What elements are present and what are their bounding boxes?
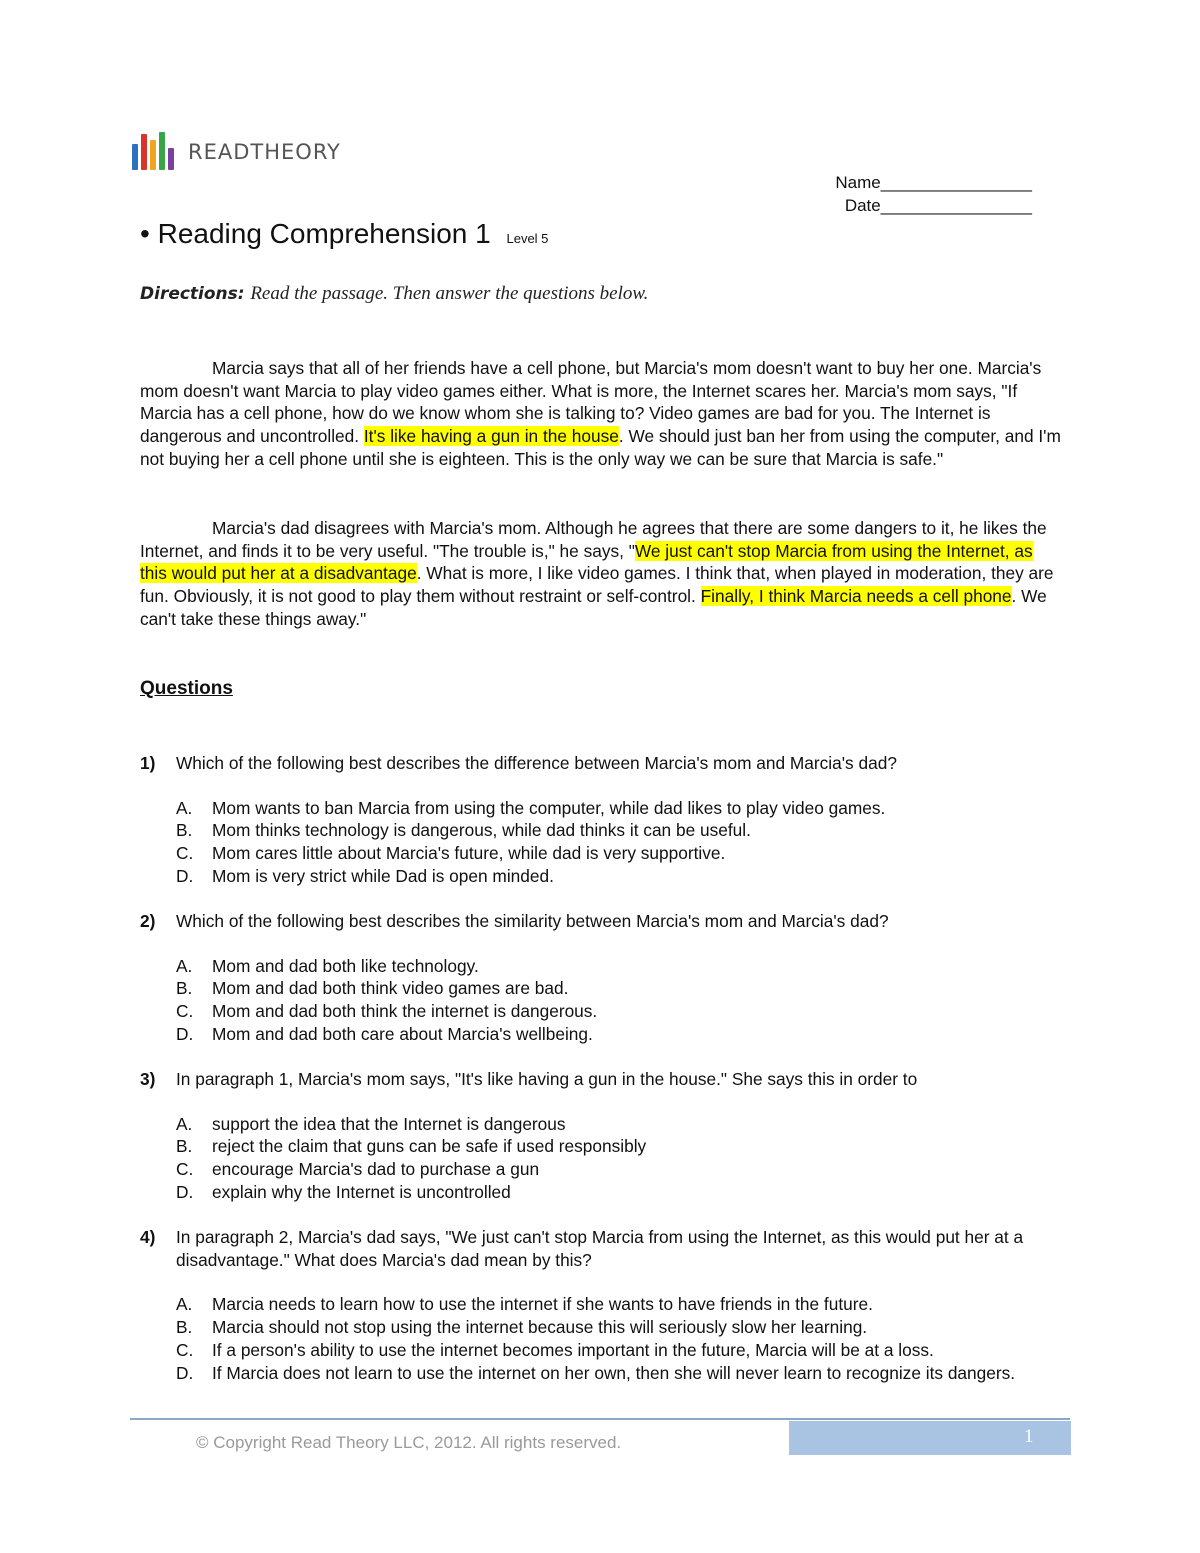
option-text: Mom and dad both think the internet is dangerous. [212,1001,598,1022]
option-text: reject the claim that guns can be safe if used responsibly [212,1136,647,1157]
option-text: explain why the Internet is uncontrolled [212,1181,511,1202]
p1-text-end: . We should just ban her from using the computer, and I'm not buying her a cell phone until she is eighteen. This is the only way we can be sure that Marcia is safe." [140,426,1061,469]
question-text: In paragraph 2, Marcia's dad says, "We just can't stop Marcia from using the Internet, as this would put her at a disadvantage." What does Marcia's dad mean by this? [176,1227,1024,1270]
answer-options [140,797,1062,888]
answer-option [176,819,1062,842]
answer-option [176,865,1062,888]
question-number: 3) [140,1069,156,1089]
date-field-label: Date________________ [844,196,1032,215]
option-letter: D. [176,1023,194,1044]
directions-label: Directions: [140,284,245,304]
directions [140,283,648,305]
option-letter: C. [176,1159,194,1180]
question-stem [140,910,1062,933]
title-bullet: • [140,218,150,249]
answer-option [176,1113,1062,1136]
question-1 [140,752,1062,888]
option-text: Mom and dad both like technology. [212,955,479,976]
answer-option [176,977,1062,1000]
option-letter: B. [176,978,193,999]
readtheory-logo [132,128,341,170]
answer-option [176,1023,1062,1046]
answer-option [176,1339,1062,1362]
option-letter: D. [176,1362,194,1383]
option-text: If Marcia does not learn to use the internet on her own, then she will never learn to recognize its dangers. [212,1362,1016,1383]
logo-bar-blue [132,144,138,170]
logo-bar-purple [168,148,174,170]
question-number: 2) [140,911,156,931]
question-number: 1) [140,753,156,773]
option-text: Marcia should not stop using the internet because this will seriously slow her learning. [212,1317,868,1338]
question-2 [140,910,1062,1046]
option-letter: B. [176,1136,193,1157]
answer-option [176,1362,1062,1385]
option-letter: A. [176,1113,193,1134]
title-text: Reading Comprehension 1 [157,218,491,249]
name-field-label: Name________________ [835,173,1032,192]
answer-option [176,1293,1062,1316]
question-3 [140,1068,1062,1204]
option-letter: D. [176,865,194,886]
answer-option [176,1135,1062,1158]
option-text: Mom and dad both think video games are bad. [212,978,569,999]
logo-bar-red [141,134,147,170]
question-stem [140,752,1062,775]
p2-highlight-2: Finally, I think Marcia needs a cell phone [700,586,1012,607]
option-letter: B. [176,820,193,841]
option-letter: C. [176,1001,194,1022]
passage-paragraph-2 [140,517,1062,631]
footer-divider [130,1418,1070,1420]
p2-text-start: Marcia's dad disagrees with Marcia's mom. Although he agrees that there are some dangers to it, he likes the Internet, and finds it to be very useful. "The trouble is," he says, " [140,518,1047,561]
directions-text: Read the passage. Then answer the questions below. [250,283,649,304]
questions-heading: Questions [140,678,233,699]
option-letter: D. [176,1181,194,1202]
option-letter: A. [176,1294,193,1315]
option-text: Mom wants to ban Marcia from using the computer, while dad likes to play video games. [212,797,886,818]
logo-bar-green [159,132,165,170]
question-number: 4) [140,1227,156,1247]
logo-bar-orange [150,140,156,170]
option-text: If a person's ability to use the internet becomes important in the future, Marcia will be at a loss. [212,1339,934,1360]
answer-options [140,1113,1062,1204]
option-text: Mom cares little about Marcia's future, while dad is very supportive. [212,843,726,864]
question-4 [140,1226,1062,1384]
option-letter: A. [176,955,193,976]
answer-options [140,955,1062,1046]
p2-text-end: . We can't take these things away." [140,586,1047,629]
option-text: Mom is very strict while Dad is open minded. [212,865,554,886]
p2-highlight-1: We just can't stop Marcia from using the Internet, as this would put her at a disadvantage [140,540,1033,584]
question-text: In paragraph 1, Marcia's mom says, "It's like having a gun in the house." She says this in order to [176,1069,918,1089]
option-letter: A. [176,797,193,818]
option-text: Mom and dad both care about Marcia's wellbeing. [212,1023,593,1044]
answer-options [140,1293,1062,1384]
option-text: Mom thinks technology is dangerous, while dad thinks it can be useful. [212,820,751,841]
name-date-block [835,171,1032,217]
question-text: Which of the following best describes the similarity between Marcia's mom and Marcia's dad? [176,911,889,931]
answer-option [176,1000,1062,1023]
question-stem [140,1068,1062,1091]
answer-option [176,842,1062,865]
copyright-notice: © Copyright Read Theory LLC, 2012. All rights reserved. [196,1433,622,1452]
level-label: Level 5 [506,231,549,246]
answer-option [176,1158,1062,1181]
option-text: encourage Marcia's dad to purchase a gun [212,1159,540,1180]
page-title [140,214,548,259]
answer-option [176,797,1062,820]
answer-option [176,1316,1062,1339]
answer-option [176,1181,1062,1204]
question-stem [140,1226,1062,1271]
passage-paragraph-1 [140,357,1062,471]
option-letter: C. [176,843,194,864]
answer-option [176,955,1062,978]
logo-wordmark: READTHEORY [188,140,341,164]
option-letter: B. [176,1317,193,1338]
p1-text-start: Marcia says that all of her friends have a cell phone, but Marcia's mom doesn't want to buy her one. Marcia's mom doesn't want Marcia to play video games either. What is more, the Internet scares her. Marcia's mom says, "If Marcia has a cell phone, how do we know whom she is talking to? Video games are bad for you. The Internet is dangerous and uncontrolled. [140,358,1042,447]
option-letter: C. [176,1339,194,1360]
p1-highlight: It's like having a gun in the house [363,426,619,447]
page-number: 1 [1024,1426,1034,1447]
question-text: Which of the following best describes the difference between Marcia's mom and Marcia's dad? [176,753,897,773]
book-stack-icon [132,130,174,170]
p2-text-middle: . What is more, I like video games. I think that, when played in moderation, they are fun. Obviously, it is not good to play them without restraint or self-control. [140,563,1054,607]
option-text: Marcia needs to learn how to use the internet if she wants to have friends in the future. [212,1294,873,1315]
option-text: support the idea that the Internet is dangerous [212,1113,566,1134]
